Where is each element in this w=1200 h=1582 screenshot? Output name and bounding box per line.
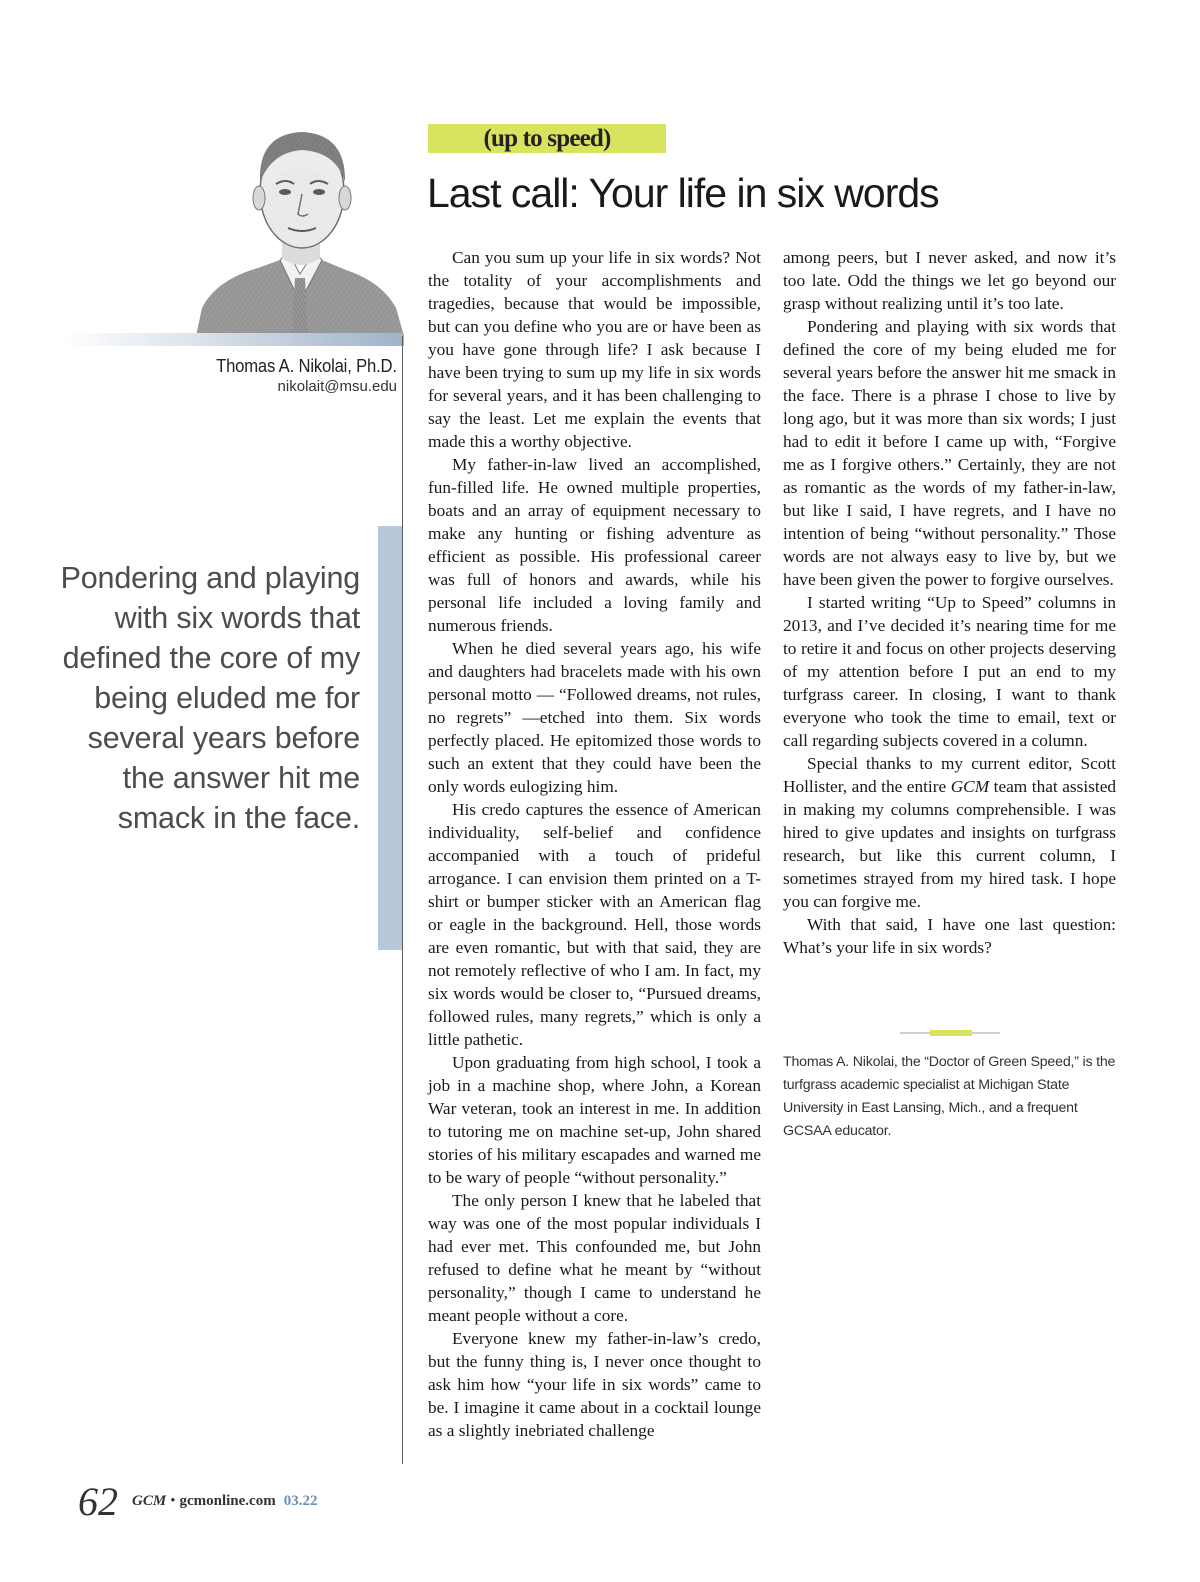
body-paragraph: My father-in-law lived an accomplished, fun-filled life. He owned multiple properties, boats and an array of equipment necessary to make any hunting or fishing adventure as efficient as possible. His professional career was full of honors and awards, while his personal life included a loving family and numerous friends. (428, 455, 761, 635)
closing-paragraph: With that said, I have one last question: What’s your life in six words? (783, 915, 1116, 957)
body-paragraph: Pondering and playing with six words that defined the core of my being eluded me for several years before the answer hit me smack in the face. There is a phrase I chose to live by long ago, but it was more than six words; I just had to edit it before I came up with, “Forgive me as I forgive others.” Certainly, they are not as romantic as the words of my father-in-law, but like I said, I have regrets, and I have no intention of being “without personality.” Those words are not always easy to live by, but we have been given the power to forgive ourselves. (783, 317, 1116, 589)
body-paragraph: His credo captures the essence of American individuality, self-belief and confidence accompanied with a touch of prideful arrogance. I can envision them printed on a T-shirt or bumper sticker with an American flag or eagle in the background. Hell, those words are even romantic, but with that said, they are not remotely reflective of who I am. In fact, my six words would be closer to, “Pursued dreams, followed rules, many regrets,” which is only a little pathetic. (428, 800, 761, 1049)
folio-bullet: • (170, 1493, 176, 1509)
issue-date: 03.22 (283, 1493, 318, 1509)
body-paragraph: The only person I knew that he labeled that way was one of the most popular individuals I had ever met. This confounded me, but John refused to define what he meant by “without personality,” though I came to understand he meant people without a core. (428, 1191, 761, 1325)
author-name: Thomas A. Nikolai, Ph.D. (216, 355, 397, 376)
thanks-text-after: team that assisted in making my columns comprehensible. I was hired to give updates and insights on turfgrass research, but like this current column, I sometimes strayed from my hired task. I hope you can forgive me. (783, 777, 1117, 911)
author-rule (62, 333, 404, 346)
page-number: 62 (78, 1479, 118, 1524)
magazine-name-emphasis: GCM (950, 777, 990, 796)
author-bio: Thomas A. Nikolai, the “Doctor of Green Speed,” is the turfgrass academic specialist at Michigan State University in East Lansing, Mich., and a frequent GCSAA educator. (783, 1054, 1116, 1139)
headline: Last call: Your life in six words (427, 170, 939, 216)
body-paragraph: Upon graduating from high school, I took a job in a machine shop, where John, a Korean War veteran, took an interest in me. In addition to tutoring me on machine set-up, John shared stories of his military escapades and warned me to be wary of people “without personality.” (428, 1053, 761, 1187)
body-paragraph: I started writing “Up to Speed” columns in 2013, and I’ve decided it’s nearing time for me to retire it and focus on other projects deserving of my attention before I put an end to my turfgrass career. In closing, I want to thank everyone who took the time to email, text or call regarding subjects covered in a column. (783, 593, 1116, 750)
bio-divider-accent (930, 1030, 972, 1036)
body-paragraph: When he died several years ago, his wife and daughters had bracelets made with his own personal motto — “Followed dreams, not rules, no regrets” —etched into them. Six words perfectly placed. He epitomized those words to such an extent that they could have been the only words eulogizing him. (428, 639, 761, 796)
body-paragraph: Everyone knew my father-in-law’s credo, but the funny thing is, I never once thought to ask him how “your life in six words” came to be. I imagine it came about in a cocktail lounge as a slightly inebriated challenge (428, 1329, 761, 1440)
column-divider (402, 336, 403, 1464)
body-paragraph-continued: among peers, but I never asked, and now it’s too late. Odd the things we let go beyond our grasp without realizing until it’s too late. (783, 248, 1116, 313)
thanks-text-before: Special thanks to my current editor, Scott Hollister, and the entire (783, 754, 1116, 796)
website-link[interactable]: gcmonline.com (179, 1493, 276, 1509)
author-email[interactable]: nikolait@msu.edu (277, 378, 397, 395)
bio-divider (900, 1030, 1000, 1036)
section-tag-label: (up to speed) (483, 125, 611, 152)
body-column-left (428, 246, 761, 1442)
body-paragraph: Can you sum up your life in six words? Not the totality of your accomplishments and tragedies, because that would be impossible, but can you define who you are or have been as you have gone through life? I ask because I have been trying to sum up my life in six words for several years, and it has been challenging to say the least. Let me explain the events that made this a worthy objective. (428, 248, 761, 451)
thanks-paragraph (783, 752, 1116, 913)
magazine-name: GCM (132, 1493, 167, 1509)
folio (78, 1478, 317, 1525)
pullquote: Pondering and playing with six words that defined the core of my being eluded me for several years before the answer hit me smack in the face. (60, 561, 360, 835)
body-column-right (783, 246, 1116, 959)
section-tag (428, 124, 666, 153)
pullquote-bar (378, 526, 402, 950)
author-portrait (196, 112, 404, 336)
